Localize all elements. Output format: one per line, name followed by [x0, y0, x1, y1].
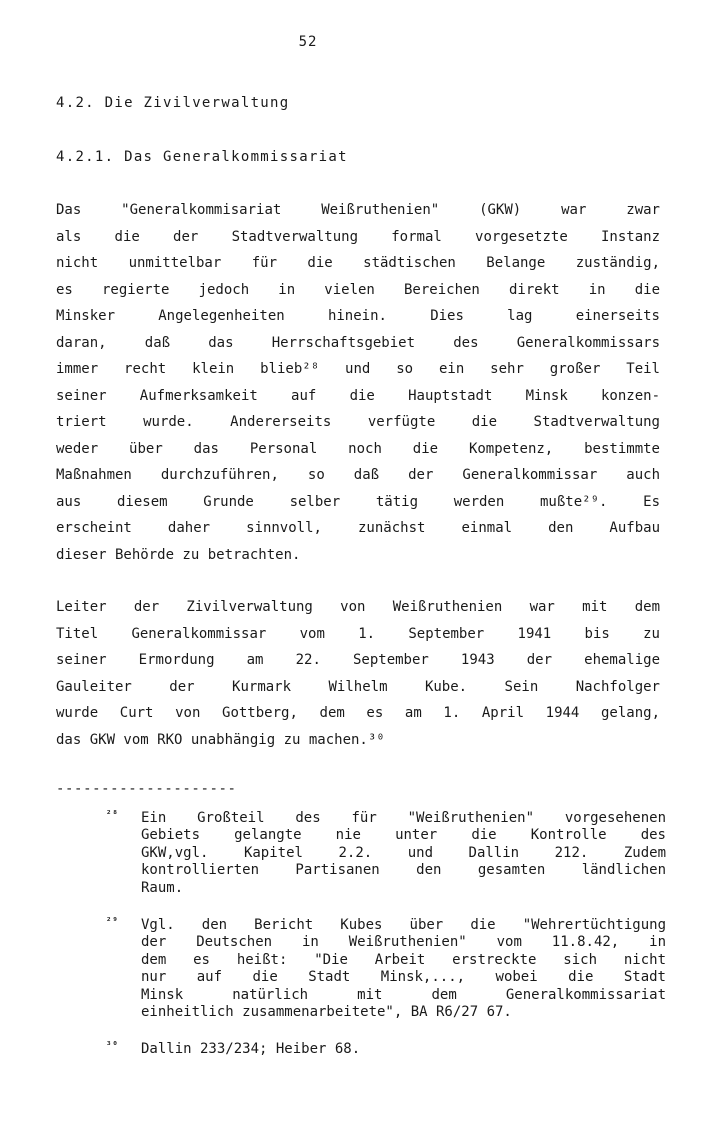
footnote-separator: -------------------- [56, 781, 237, 797]
footnote-line: nur auf die Stadt Minsk,..., wobei die Stadt [141, 969, 666, 986]
text-line: Gauleiter der Kurmark Wilhelm Kube. Sein Nachfolger [56, 678, 660, 695]
footnote-text [141, 1041, 666, 1058]
text-line: Leiter der Zivilverwaltung von Weißruthenien war mit dem [56, 599, 660, 615]
footnote-line: der Deutschen in Weißruthenien" vom 11.8.42, in [141, 934, 666, 951]
text-line: das GKW vom RKO unabhängig zu machen.³⁰ [56, 731, 385, 748]
footnote-line: Gebiets gelangte nie unter die Kontrolle des [141, 827, 666, 844]
footnote-marker: ³⁰ [106, 1041, 119, 1051]
text-line: immer recht klein blieb²⁸ und so ein sehr großer Teil [56, 361, 660, 377]
footnote-line: Minsk natürlich mit dem Generalkommissariat [141, 986, 666, 1003]
text-line: aus diesem Grunde selber tätig werden mußte²⁹. Es [56, 493, 660, 510]
section-heading: 4.2. Die Zivilverwaltung [56, 95, 290, 111]
text-line: seiner Aufmerksamkeit auf die Hauptstadt Minsk konzen- [56, 387, 660, 404]
footnote-line: Dallin 233/234; Heiber 68. [141, 1041, 361, 1057]
footnote-line: kontrollierten Partisanen den gesamten ländlichen [141, 862, 666, 879]
text-line: erscheint daher sinnvoll, zunächst einmal den Aufbau [56, 520, 660, 536]
page-number: 52 [298, 34, 318, 50]
footnote-line: Ein Großteil des für "Weißruthenien" vorgesehenen [141, 810, 666, 826]
text-line: es regierte jedoch in vielen Bereichen direkt in die [56, 281, 660, 298]
text-line: Das "Generalkommisariat Weißruthenien" (GKW) war zwar [56, 202, 660, 218]
text-line: nicht unmittelbar für die städtischen Belange zuständig, [56, 255, 660, 271]
text-line: seiner Ermordung am 22. September 1943 der ehemalige [56, 652, 660, 668]
text-line: Maßnahmen durchzuführen, so daß der Generalkommissar auch [56, 467, 660, 483]
body-paragraph [56, 594, 660, 753]
text-line: Titel Generalkommissar vom 1. September 1941 bis zu [56, 625, 660, 642]
footnote-marker: ²⁹ [106, 917, 119, 927]
footnote-line: dem es heißt: "Die Arbeit erstreckte sich nicht [141, 951, 666, 968]
footnote-text [141, 917, 666, 1021]
text-line: dieser Behörde zu betrachten. [56, 546, 301, 563]
text-line: weder über das Personal noch die Kompetenz, bestimmte [56, 440, 660, 457]
text-line: als die der Stadtverwaltung formal vorgesetzte Instanz [56, 228, 660, 245]
footnote-marker: ²⁸ [106, 810, 119, 820]
text-line: triert wurde. Andererseits verfügte die Stadtverwaltung [56, 414, 660, 430]
footnote-line: Raum. [141, 879, 184, 896]
footnote-line: Vgl. den Bericht Kubes über die "Wehrertüchtigung [141, 917, 666, 933]
text-line: Minsker Angelegenheiten hinein. Dies lag einerseits [56, 308, 660, 324]
text-line: wurde Curt von Gottberg, dem es am 1. April 1944 gelang, [56, 705, 660, 721]
subsection-heading: 4.2.1. Das Generalkommissariat [56, 149, 348, 165]
footnote-line: GKW,vgl. Kapitel 2.2. und Dallin 212. Zudem [141, 844, 666, 861]
footnote-line: einheitlich zusammenarbeitete", BA R6/27 67. [141, 1003, 512, 1020]
body-paragraph [56, 197, 660, 568]
footnote-text [141, 810, 666, 897]
text-line: daran, daß das Herrschaftsgebiet des Generalkommissars [56, 334, 660, 351]
